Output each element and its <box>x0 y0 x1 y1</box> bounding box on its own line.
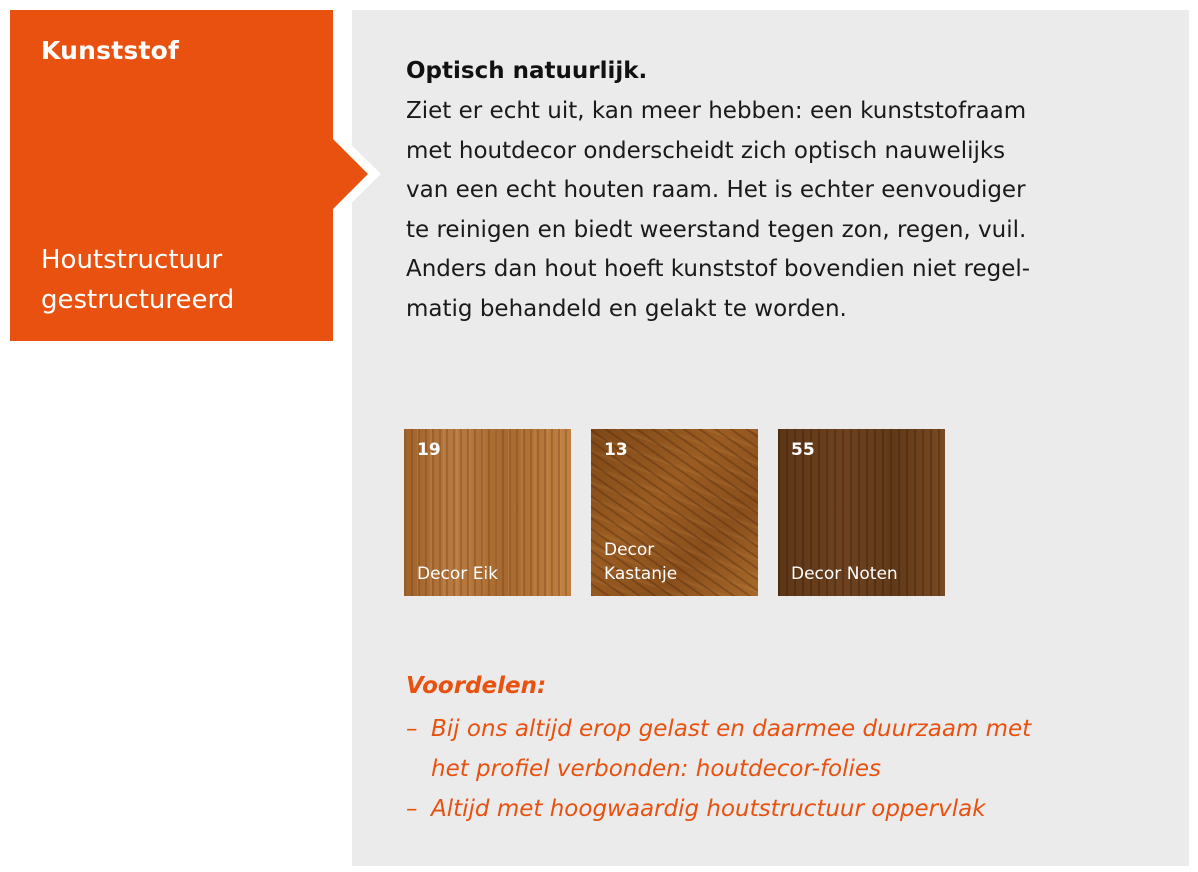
dash-bullet: – <box>406 796 418 822</box>
swatch-label <box>417 562 498 586</box>
subtitle-line: Houtstructuur <box>41 245 223 275</box>
category-title: Kunststof <box>41 36 180 65</box>
body-line: Anders dan hout hoeft kunststof bovendien niet regel- <box>406 256 1031 282</box>
advantage-item <box>406 789 1031 829</box>
swatch-label <box>791 562 898 586</box>
swatch-decor-noten <box>778 429 945 596</box>
dash-bullet: – <box>406 716 418 742</box>
advantage-line: Altijd met hoogwaardig houtstructuur oppervlak <box>431 796 986 822</box>
body-line: van een echt houten raam. Het is echter eenvoudiger <box>406 177 1026 203</box>
swatch-label <box>604 538 677 586</box>
swatch-code: 55 <box>791 440 815 460</box>
subtitle-line: gestructureerd <box>41 285 235 315</box>
section-heading: Optisch natuurlijk. <box>406 58 648 84</box>
category-subtitle <box>41 240 234 320</box>
body-line: te reinigen en biedt weerstand tegen zon, regen, vuil. <box>406 216 1027 243</box>
swatch-label-line: Decor Noten <box>791 564 898 584</box>
advantages-list <box>406 709 1031 829</box>
swatch-decor-kastanje <box>591 429 758 596</box>
body-line: matig behandeld en gelakt te worden. <box>406 295 847 322</box>
swatch-code: 19 <box>417 440 441 460</box>
advantages-title: Voordelen: <box>406 673 547 699</box>
swatch-code: 13 <box>604 440 628 460</box>
advantage-line: Bij ons altijd erop gelast en daarmee duurzaam met <box>431 716 1032 742</box>
swatch-label-line: Kastanje <box>604 564 678 584</box>
advantage-item <box>406 709 1031 789</box>
swatch-label-line: Decor Eik <box>417 564 498 584</box>
swatch-label-line: Decor <box>604 540 655 560</box>
advantage-line: het profiel verbonden: houtdecor-folies <box>431 756 882 782</box>
swatch-decor-eik <box>404 429 571 596</box>
body-line: Ziet er echt uit, kan meer hebben: een kunststofraam <box>406 98 1027 124</box>
body-line: met houtdecor onderscheidt zich optisch nauwelijks <box>406 137 1006 164</box>
body-paragraph <box>406 92 1030 329</box>
